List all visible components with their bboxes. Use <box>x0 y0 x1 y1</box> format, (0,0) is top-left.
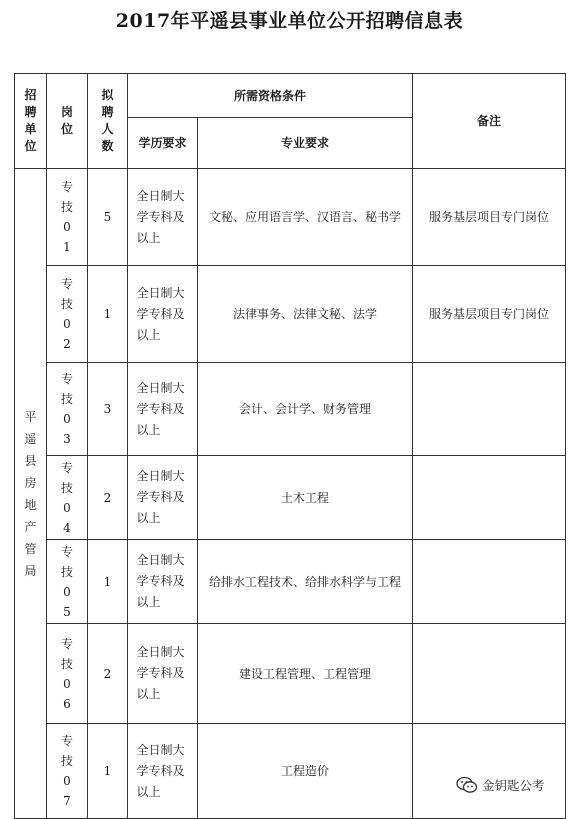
education-text: 全日制大学专科及以上 <box>136 469 185 525</box>
table-row <box>15 724 566 819</box>
count-cell: 1 <box>88 724 128 819</box>
page-title: 2017年平遥县事业单位公开招聘信息表 <box>115 10 464 32</box>
major-cell <box>198 540 413 624</box>
wechat-icon <box>456 776 478 794</box>
major-cell <box>198 169 413 266</box>
post-prefix: 专技 <box>60 636 73 671</box>
major-text: 工程造价 <box>280 764 329 778</box>
major-cell <box>198 624 413 724</box>
note-cell: 服务基层项目专门岗位 <box>413 266 566 363</box>
post-number: 02 <box>63 317 71 351</box>
post-cell <box>47 266 88 363</box>
post-prefix: 专技 <box>60 734 73 768</box>
major-cell <box>198 266 413 363</box>
count-cell: 5 <box>88 169 128 266</box>
post-prefix: 专技 <box>60 544 73 579</box>
header-count-label: 拟聘人数 <box>101 87 114 153</box>
count-cell: 1 <box>88 540 128 624</box>
header-note: 备注 <box>413 74 566 169</box>
education-cell <box>128 540 198 624</box>
note-cell <box>413 363 566 456</box>
table-row <box>15 540 566 624</box>
education-cell <box>128 169 198 266</box>
education-cell <box>128 266 198 363</box>
post-cell <box>47 456 88 540</box>
education-text: 全日制大学专科及以上 <box>136 645 185 701</box>
post-cell <box>47 169 88 266</box>
post-cell <box>47 624 88 724</box>
post-prefix: 专技 <box>60 180 73 214</box>
education-text: 全日制大学专科及以上 <box>136 285 185 342</box>
post-cell <box>47 540 88 624</box>
post-cell <box>47 363 88 456</box>
major-text: 法律事务、法律文秘、法学 <box>232 307 377 321</box>
post-number: 06 <box>63 676 71 711</box>
education-cell <box>128 456 198 540</box>
post-cell <box>47 724 88 819</box>
post-number: 04 <box>63 500 71 535</box>
header-row-1 <box>15 74 566 118</box>
count-cell: 2 <box>88 456 128 540</box>
header-unit-label: 招聘单位 <box>24 87 37 153</box>
note-cell <box>413 456 566 540</box>
recruitment-table <box>14 73 566 819</box>
major-text: 会计、会计学、财务管理 <box>238 402 371 416</box>
header-count <box>88 74 128 169</box>
education-text: 全日制大学专科及以上 <box>136 188 185 245</box>
table-body <box>15 74 566 819</box>
education-text: 全日制大学专科及以上 <box>136 553 185 609</box>
education-text: 全日制大学专科及以上 <box>136 742 185 799</box>
education-cell <box>128 724 198 819</box>
major-text: 给排水工程技术、给排水科学与工程 <box>208 574 401 589</box>
post-prefix: 专技 <box>60 277 73 311</box>
note-cell <box>413 624 566 724</box>
header-major: 专业要求 <box>198 118 413 169</box>
major-cell <box>198 363 413 456</box>
post-number: 03 <box>63 412 71 446</box>
header-education-label: 学历要求 <box>138 135 187 150</box>
education-text: 全日制大学专科及以上 <box>136 380 185 437</box>
count-cell: 1 <box>88 266 128 363</box>
table-row <box>15 456 566 540</box>
major-text: 文秘、应用语言学、汉语言、秘书学 <box>208 210 401 224</box>
table-row <box>15 266 566 363</box>
header-unit <box>15 74 47 169</box>
header-education <box>128 118 198 169</box>
major-text: 土木工程 <box>280 490 329 505</box>
note-cell <box>413 540 566 624</box>
unit-cell <box>15 169 47 819</box>
post-prefix: 专技 <box>60 460 73 495</box>
major-text: 建设工程管理、工程管理 <box>238 666 371 681</box>
post-prefix: 专技 <box>60 372 73 406</box>
unit-name: 平遥县房地产管局 <box>24 409 37 578</box>
post-number: 01 <box>63 220 71 254</box>
post-number: 07 <box>63 774 71 808</box>
table-row <box>15 169 566 266</box>
note-cell <box>413 724 566 819</box>
education-cell <box>128 363 198 456</box>
watermark <box>452 774 549 796</box>
major-cell <box>198 724 413 819</box>
header-post-label: 岗位 <box>60 104 73 136</box>
header-qualification: 所需资格条件 <box>128 74 413 118</box>
count-cell: 2 <box>88 624 128 724</box>
header-post <box>47 74 88 169</box>
education-cell <box>128 624 198 724</box>
table-row <box>15 624 566 724</box>
note-cell: 服务基层项目专门岗位 <box>413 169 566 266</box>
table-row <box>15 363 566 456</box>
watermark-text: 金钥匙公考 <box>482 778 545 793</box>
post-number: 05 <box>63 584 71 619</box>
count-cell: 3 <box>88 363 128 456</box>
major-cell <box>198 456 413 540</box>
